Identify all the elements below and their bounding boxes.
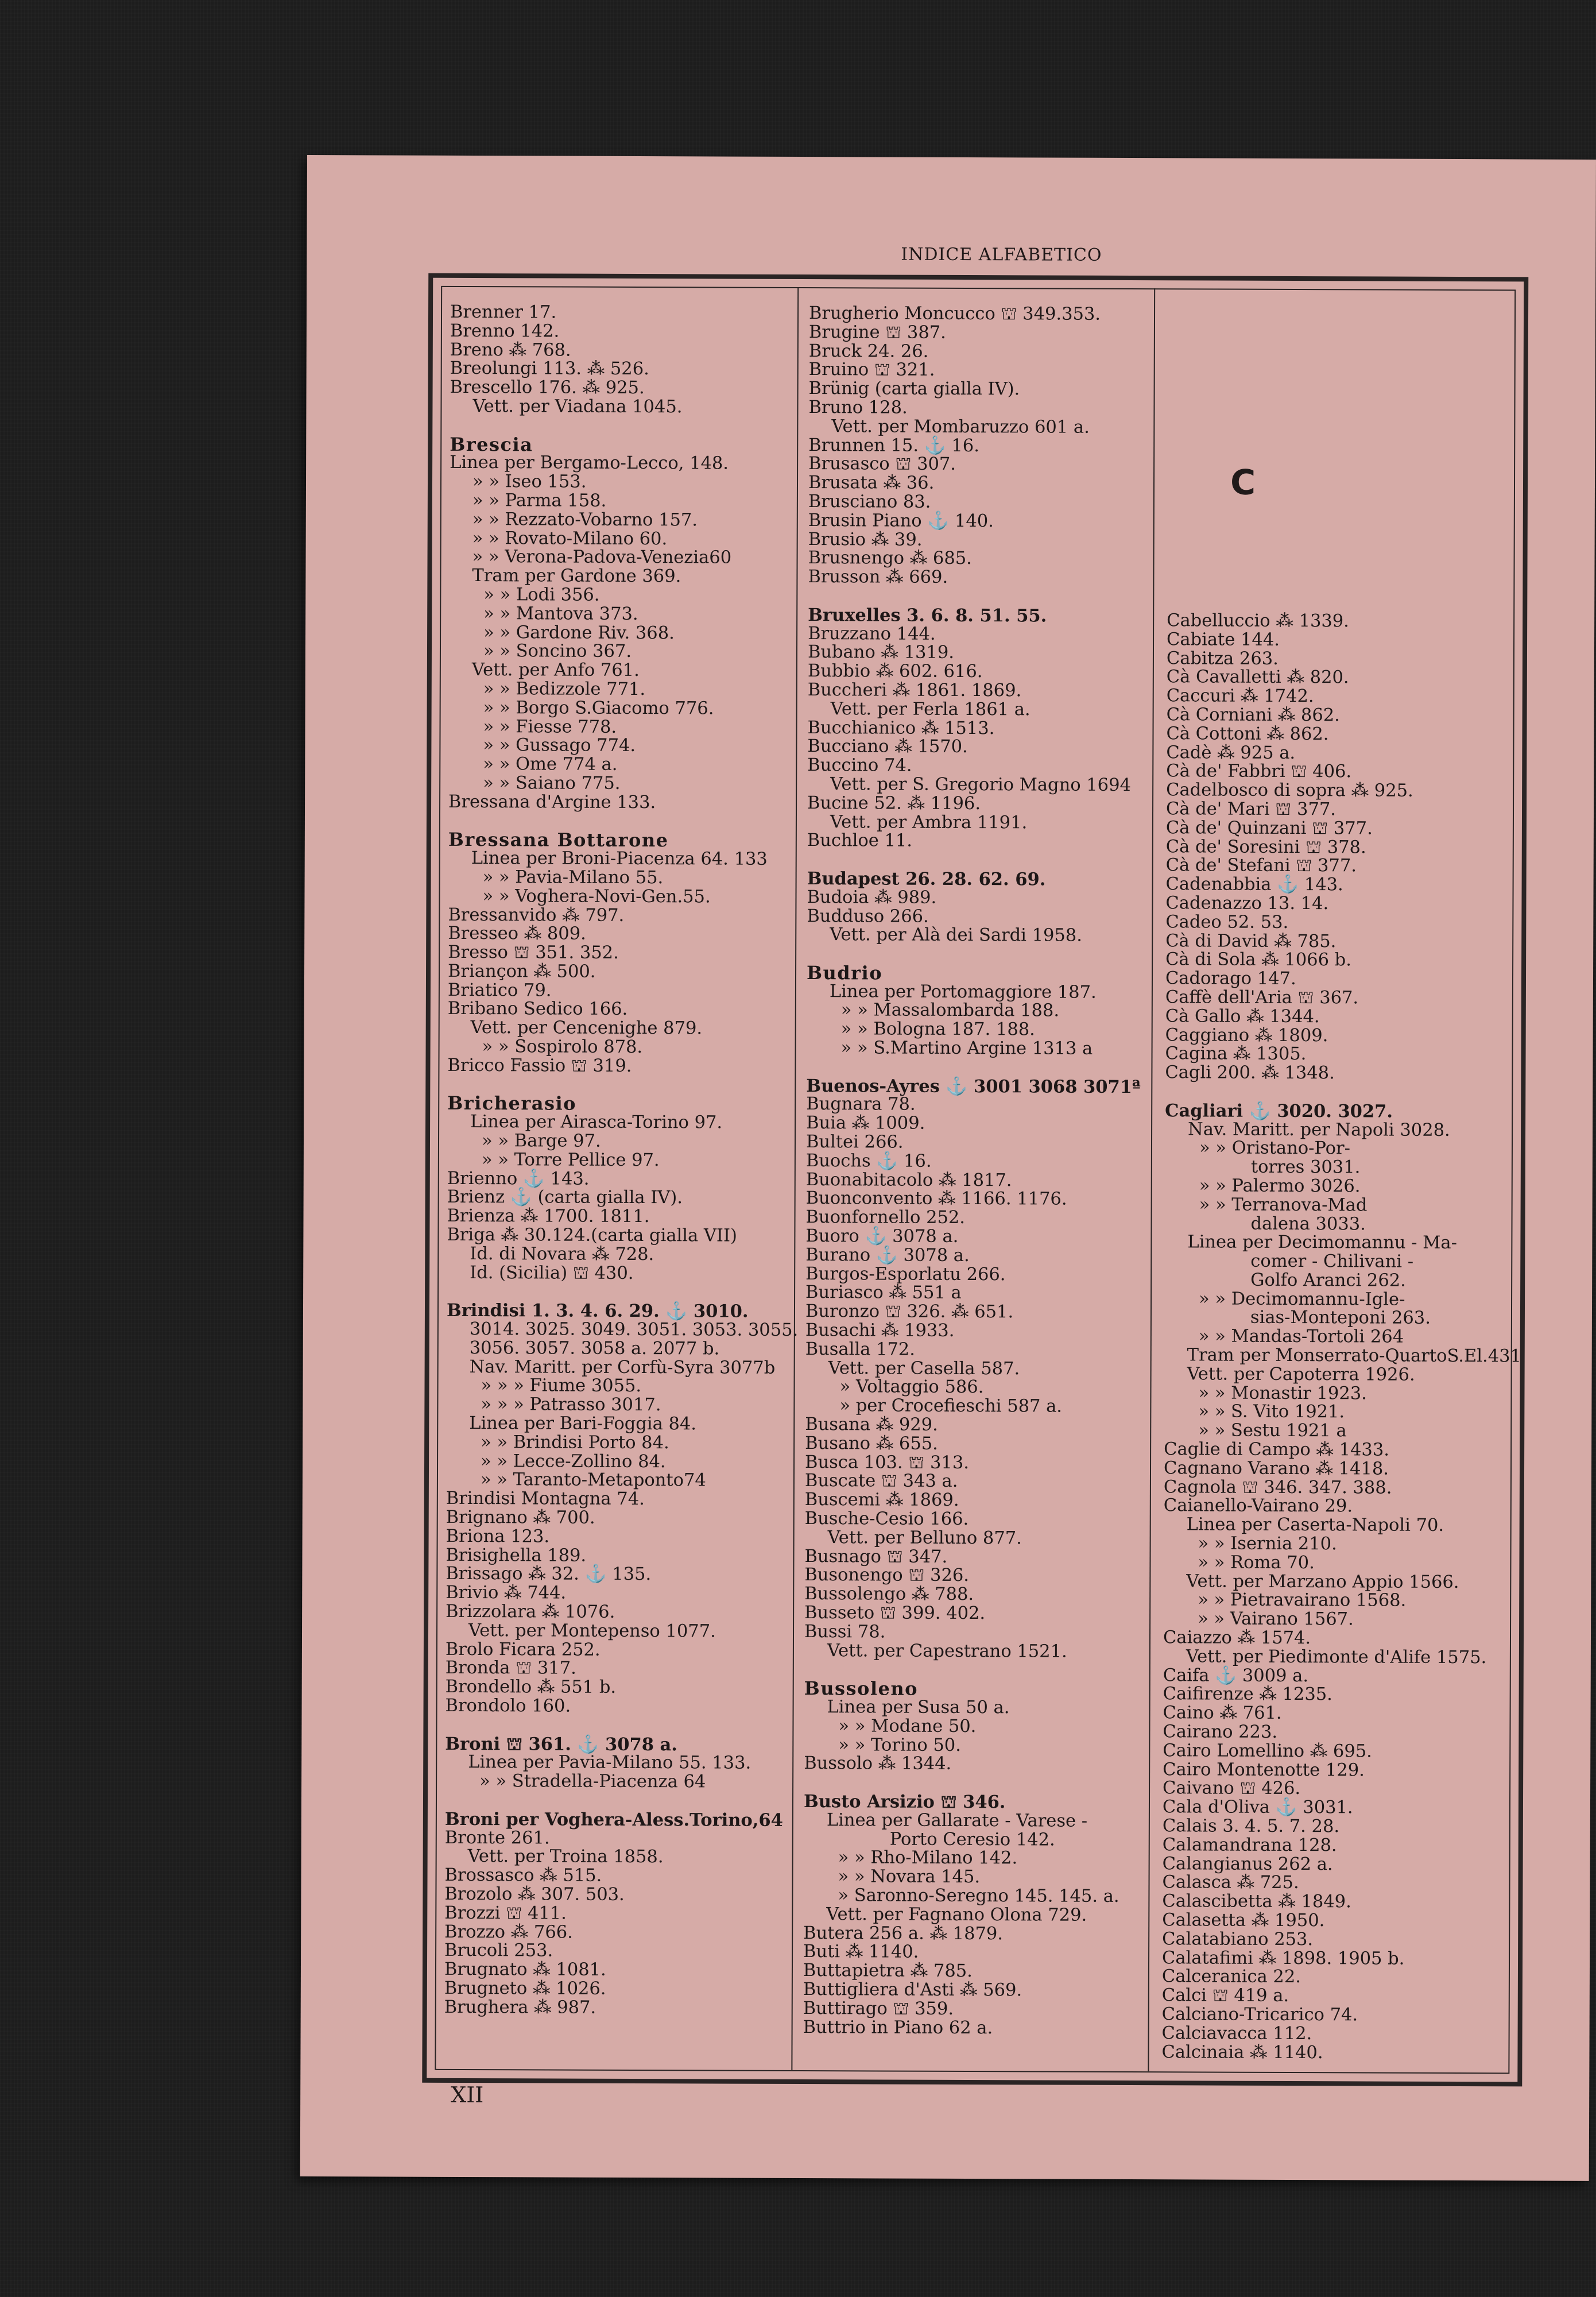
index-entry: » » Stradella-Piacenza 64 <box>479 1771 706 1792</box>
index-entry: Vett. per Cencenighe 879. <box>470 1018 703 1039</box>
index-entry: » » Bologna 187. 188. <box>840 1019 1035 1040</box>
index-entry: Cabitza 263. <box>1166 648 1279 669</box>
index-entry: Bruck 24. 26. <box>808 341 929 362</box>
index-entry: Bussi 78. <box>804 1621 886 1642</box>
index-entry: Buttirago ⛫ 359. <box>803 1998 954 2019</box>
index-entry: Brozzi ⛫ 411. <box>444 1902 567 1924</box>
index-column-2 <box>803 304 1144 2038</box>
spacer <box>445 1716 796 1736</box>
index-entry: Linea per Decimomannu - Ma- <box>1187 1232 1457 1254</box>
index-entry: » » Modane 50. <box>838 1716 977 1737</box>
index-entry: Busalla 172. <box>805 1339 916 1360</box>
index-entry: » » S. Vito 1921. <box>1198 1401 1345 1422</box>
index-entry: » per Croceﬁeschi 587 a. <box>839 1395 1063 1417</box>
index-entry: Cabelluccio ⁂ 1339. <box>1167 610 1349 632</box>
index-entry: Brucoli 253. <box>444 1940 553 1961</box>
index-entry: Vett. per Montepenso 1077. <box>468 1620 716 1642</box>
index-entry: Bultei 266. <box>805 1132 904 1153</box>
index-entry: Bressanvido ⁂ 797. <box>448 904 625 926</box>
index-entry: Brusciano 83. <box>808 492 931 512</box>
index-entry: Bussolengo ⁂ 788. <box>804 1584 974 1605</box>
index-entry: » » Oristano-Por- <box>1199 1138 1351 1159</box>
index-entry: Vett. per Viadana 1045. <box>472 396 683 417</box>
index-heading: Cagliari ⚓ 3020. 3027. <box>1165 1100 1393 1122</box>
index-entry: Caiazzo ⁂ 1574. <box>1163 1627 1311 1649</box>
index-entry: Buia ⁂ 1009. <box>806 1113 925 1134</box>
index-entry: » » Voghera-Novi-Gen.55. <box>482 885 711 907</box>
index-entry: Cà Cavalletti ⁂ 820. <box>1166 667 1349 688</box>
spacer <box>445 1791 796 1811</box>
index-entry: Brienno ⚓ 143. <box>447 1168 590 1189</box>
index-entry: Bucciano ⁂ 1570. <box>807 736 968 757</box>
index-entry: Cadenabbia ⚓ 143. <box>1165 874 1343 895</box>
index-entry: Buochs ⚓ 16. <box>805 1150 932 1171</box>
index-entry: Cà Corniani ⁂ 862. <box>1166 705 1340 726</box>
index-entry: Vett. per Alà dei Sardi 1958. <box>830 925 1082 946</box>
index-entry: Buscemi ⁂ 1869. <box>804 1490 959 1511</box>
index-entry: » » Massalombarda 188. <box>840 1000 1060 1022</box>
index-entry: » Voltaggio 586. <box>839 1376 984 1398</box>
index-entry: Linea per Pavia-Milano 55. 133. <box>468 1752 751 1774</box>
index-entry: comer - Chilivani - <box>1250 1251 1414 1272</box>
index-entry: Caianello-Vairano 29. <box>1163 1495 1353 1517</box>
index-entry: Calais 3. 4. 5. 7. 28. <box>1162 1816 1340 1837</box>
index-entry: Vett. per Belluno 877. <box>827 1527 1022 1549</box>
index-entry: Vett. per Piedimonte d'Alife 1575. <box>1186 1646 1487 1668</box>
index-entry: Brissago ⁂ 32. ⚓ 135. <box>446 1564 652 1585</box>
index-entry: Busca 103. ⛫ 313. <box>804 1452 970 1473</box>
index-heading: Bussoleno <box>804 1677 919 1700</box>
index-heading: Budapest 26. 28. 62. 69. <box>807 868 1046 890</box>
index-entry: torres 3031. <box>1250 1157 1361 1178</box>
index-entry: Linea per Bari-Foggia 84. <box>469 1413 697 1434</box>
index-entry: Brusio ⁂ 39. <box>808 529 923 550</box>
index-entry: Briatico 79. <box>447 980 552 1001</box>
index-entry: Bubbio ⁂ 602. 616. <box>807 661 983 682</box>
index-entry: » » Rezzato-Vobarno 157. <box>472 509 698 531</box>
index-entry: » » Sospirolo 878. <box>482 1037 643 1058</box>
index-entry: Bresso ⛫ 351. 352. <box>448 942 619 963</box>
index-entry: Buttigliera d'Asti ⁂ 569. <box>803 1979 1022 2001</box>
index-entry: Brignano ⁂ 700. <box>446 1507 595 1528</box>
spacer <box>806 1058 1141 1078</box>
index-entry: » » Palermo 3026. <box>1199 1175 1361 1197</box>
index-entry: Vett. per Fagnano Olona 729. <box>826 1904 1087 1925</box>
index-entry: » » Lodi 356. <box>483 585 600 605</box>
index-entry: Brenner 17. <box>450 301 557 323</box>
index-entry: Tram per Monserrato-QuartoS.El.431 <box>1187 1345 1522 1367</box>
index-entry: Cadorago 147. <box>1165 968 1296 989</box>
index-entry: Brienz ⚓ (carta gialla IV). <box>447 1187 683 1208</box>
index-entry: Budoia ⁂ 989. <box>807 887 937 908</box>
index-entry: Calasetta ⁂ 1950. <box>1162 1910 1325 1931</box>
index-entry: Buttrio in Piano 62 a. <box>803 2017 993 2038</box>
index-entry: Butera 256 a. ⁂ 1879. <box>803 1923 1004 1944</box>
index-entry: Vett. per Capestrano 1521. <box>827 1640 1067 1662</box>
index-entry: Cagnano Varano ⁂ 1418. <box>1163 1458 1389 1479</box>
index-entry: Linea per Bergamo-Lecco, 148. <box>450 453 729 474</box>
index-entry: » » Fiesse 778. <box>483 716 617 737</box>
index-entry: » » Gardone Riv. 368. <box>483 622 675 643</box>
index-entry: Golfo Aranci 262. <box>1250 1270 1406 1291</box>
index-entry: Burano ⚓ 3078 a. <box>805 1244 970 1266</box>
index-entry: Cadenazzo 13. 14. <box>1165 893 1329 914</box>
spacer <box>807 850 1142 871</box>
index-heading: Bressana Bottarone <box>448 829 669 852</box>
index-entry: Brusata ⁂ 36. <box>808 473 935 493</box>
index-entry: Porto Ceresio 142. <box>889 1829 1055 1850</box>
index-entry: Bruno 128. <box>808 397 908 418</box>
index-entry: Vett. per Casella 587. <box>828 1358 1020 1379</box>
index-entry: » » Gussago 774. <box>483 735 636 756</box>
index-entry: Brünig (carta gialla IV). <box>808 378 1020 400</box>
index-entry: Caivano ⛫ 426. <box>1163 1778 1301 1799</box>
index-entry: Nav. Maritt. per Corfù-Syra 3077b <box>469 1356 776 1378</box>
index-entry: dalena 3033. <box>1250 1213 1366 1234</box>
index-entry: Brondolo 160. <box>445 1695 571 1716</box>
index-entry: Cà de' Mari ⛫ 377. <box>1165 799 1337 820</box>
index-entry: Bucine 52. ⁂ 1196. <box>807 792 981 814</box>
index-entry: » » Taranto-Metaponto74 <box>480 1470 706 1491</box>
index-entry: Cadeo 52. 53. <box>1165 911 1289 933</box>
index-entry: Buti ⁂ 1140. <box>803 1942 919 1963</box>
index-entry: Buccheri ⁂ 1861. 1869. <box>807 679 1022 701</box>
index-entry: » » Novara 145. <box>838 1866 981 1888</box>
index-entry: » » Lecce-Zollino 84. <box>481 1451 666 1472</box>
index-entry: Cà de' Stefani ⛫ 377. <box>1165 855 1357 876</box>
index-entry: » » » Fiume 3055. <box>481 1375 642 1397</box>
index-entry: Calascibetta ⁂ 1849. <box>1162 1891 1351 1912</box>
index-entry: Busano ⁂ 655. <box>805 1433 938 1454</box>
index-entry: Calasca ⁂ 725. <box>1162 1872 1299 1893</box>
index-entry: Cà Gallo ⁂ 1344. <box>1165 1006 1320 1027</box>
index-entry: Briona 123. <box>446 1526 550 1547</box>
index-entry: Cà di David ⁂ 785. <box>1165 930 1337 952</box>
index-entry: Vett. per Marzano Appio 1566. <box>1186 1571 1459 1592</box>
index-entry: Brescello 176. ⁂ 925. <box>450 377 645 399</box>
index-entry: Calamandrana 128. <box>1162 1835 1337 1856</box>
index-entry: » » Mandas-Tortoli 264 <box>1198 1326 1404 1347</box>
index-heading: Buenos-Ayres ⚓ 3001 3068 3071ª <box>806 1075 1141 1097</box>
index-entry: Calceranica 22. <box>1161 1966 1301 1987</box>
index-entry: » » Brindisi Porto 84. <box>481 1432 669 1453</box>
index-entry: » » » Patrasso 3017. <box>481 1394 661 1416</box>
index-entry: Cairano 223. <box>1163 1722 1278 1742</box>
index-entry: » » Rovato-Milano 60. <box>472 528 668 549</box>
index-entry: Vett. per Anfo 761. <box>471 660 640 681</box>
index-entry: Calciavacca 112. <box>1161 2023 1312 2044</box>
index-entry: » » Pavia-Milano 55. <box>482 867 664 888</box>
index-entry: Busseto ⛫ 399. 402. <box>804 1603 986 1624</box>
index-entry: Brondello ⁂ 551 b. <box>445 1677 617 1698</box>
index-entry: Vett. per Troina 1858. <box>467 1846 664 1867</box>
index-entry: Linea per Airasca-Torino 97. <box>470 1112 723 1133</box>
index-heading: Brindisi 1. 3. 4. 6. 29. ⚓ 3010. <box>446 1300 749 1322</box>
index-entry: Bruzzano 144. <box>808 623 936 644</box>
index-entry: » » Torino 50. <box>838 1734 961 1755</box>
index-entry: Caino ⁂ 761. <box>1163 1703 1282 1724</box>
index-entry: Cadè ⁂ 925 a. <box>1166 742 1296 763</box>
index-entry: Brusasco ⛫ 307. <box>808 454 956 475</box>
index-entry: Brusson ⁂ 669. <box>808 567 948 588</box>
index-entry: Bressana d'Argine 133. <box>448 791 656 813</box>
index-heading: Bricherasio <box>447 1092 577 1115</box>
index-entry: Id. di Novara ⁂ 728. <box>470 1243 654 1264</box>
index-entry: Breno ⁂ 768. <box>450 339 571 361</box>
spacer <box>447 1282 798 1302</box>
index-entry: Busana ⁂ 929. <box>805 1414 938 1435</box>
index-entry: » » Iseo 153. <box>472 471 587 492</box>
index-entry: Caifa ⚓ 3009 a. <box>1163 1665 1309 1686</box>
index-entry: » » Sestu 1921 a <box>1198 1420 1347 1441</box>
index-entry: Cà di Sola ⁂ 1066 b. <box>1165 949 1351 970</box>
index-heading: Busto Arsizio ⛫ 346. <box>803 1791 1006 1813</box>
index-entry: Linea per Broni-Piacenza 64. 133 <box>471 848 768 869</box>
index-entry: Buttapietra ⁂ 785. <box>803 1960 973 1982</box>
index-entry: Brivio ⁂ 744. <box>446 1583 567 1603</box>
index-entry: » Saronno-Seregno 145. 145. a. <box>838 1885 1119 1907</box>
index-entry: » » Terranova-Mad <box>1199 1194 1368 1216</box>
spacer <box>804 1773 1138 1793</box>
index-column-1 <box>444 303 802 2018</box>
index-entry: Cairo Lomellino ⁂ 695. <box>1163 1741 1372 1762</box>
index-entry: Brolo Ficara 252. <box>445 1639 601 1660</box>
index-entry: » » Torre Pellice 97. <box>481 1149 660 1171</box>
index-entry: Brozolo ⁂ 307. 503. <box>444 1884 625 1905</box>
index-entry: Brusin Piano ⚓ 140. <box>808 510 994 531</box>
index-entry: Vett. per S. Gregorio Magno 1694 <box>830 774 1132 795</box>
index-entry: Caifirenze ⁂ 1235. <box>1163 1684 1332 1705</box>
index-entry: Brugneto ⁂ 1026. <box>444 1978 606 1999</box>
index-entry: Cairo Montenotte 129. <box>1163 1759 1365 1781</box>
spacer <box>808 587 1142 607</box>
index-entry: » » Verona-Padova-Venezia60 <box>472 547 732 568</box>
index-entry: Buonfornello 252. <box>805 1207 966 1228</box>
index-heading: Brescia <box>450 433 533 455</box>
index-entry: Bribano Sedico 166. <box>447 999 628 1020</box>
index-entry: Brenno 142. <box>450 320 560 342</box>
index-entry: Brisighella 189. <box>446 1545 587 1566</box>
index-entry: Cala d'Oliva ⚓ 3031. <box>1162 1797 1353 1818</box>
index-entry: » » Borgo S.Giacomo 776. <box>483 697 714 719</box>
index-entry: » » Soncino 367. <box>483 641 632 662</box>
index-entry: Bubano ⁂ 1319. <box>807 642 955 663</box>
index-entry: Buccino 74. <box>807 755 912 776</box>
index-entry: Brunnen 15. ⚓ 16. <box>808 435 980 456</box>
index-entry: Vett. per Ambra 1191. <box>830 811 1028 833</box>
page-number: XII <box>451 2082 484 2108</box>
index-entry: Buoro ⚓ 3078 a. <box>805 1226 959 1247</box>
index-entry: Caglie di Campo ⁂ 1433. <box>1164 1439 1390 1460</box>
index-entry: Buronzo ⛫ 326. ⁂ 651. <box>805 1301 1014 1322</box>
index-heading: Budrio <box>806 961 883 984</box>
section-letter: C <box>1230 462 1256 503</box>
index-entry: Cà Cottoni ⁂ 862. <box>1166 724 1329 744</box>
index-entry: » » Saiano 775. <box>483 772 621 794</box>
index-entry: Linea per Caserta-Napoli 70. <box>1186 1514 1444 1536</box>
index-entry: Brusnengo ⁂ 685. <box>808 548 972 569</box>
index-entry: Calcinaia ⁂ 1140. <box>1161 2041 1323 2063</box>
index-entry: Brugine ⛫ 387. <box>808 322 946 343</box>
index-entry: Calciano-Tricarico 74. <box>1161 2004 1358 2025</box>
index-entry: Buchloe 11. <box>807 830 913 851</box>
index-entry: Buriasco ⁂ 551 a <box>805 1282 962 1304</box>
index-entry: Cagli 200. ⁂ 1348. <box>1165 1062 1335 1084</box>
index-entry: » » Monastir 1923. <box>1198 1383 1367 1404</box>
index-heading: Bruxelles 3. 6. 8. 51. 55. <box>808 604 1047 627</box>
index-entry: 3056. 3057. 3058 a. 2077 b. <box>469 1337 720 1359</box>
book-page <box>300 155 1596 2181</box>
index-entry: Cà de' Fabbri ⛫ 406. <box>1166 761 1352 782</box>
index-entry: Brugherio Moncucco ⛫ 349.353. <box>808 303 1101 324</box>
index-entry: Bricco Fassio ⛫ 319. <box>447 1055 632 1076</box>
index-entry: Bugnara 78. <box>806 1094 916 1115</box>
index-entry: Vett. per Ferla 1861 a. <box>830 698 1031 720</box>
index-entry: Buscate ⛫ 343 a. <box>804 1471 958 1492</box>
index-entry: Linea per Portomaggiore 187. <box>829 981 1097 1003</box>
index-entry: Brizzolara ⁂ 1076. <box>446 1601 615 1622</box>
index-entry: Burgos-Esporlatu 266. <box>805 1263 1006 1285</box>
index-entry: » » S.Martino Argine 1313 a <box>840 1038 1093 1059</box>
index-entry: Caccuri ⁂ 1742. <box>1166 686 1314 707</box>
index-entry: Cagnola ⛫ 346. 347. 388. <box>1163 1476 1392 1498</box>
index-entry: Cà de' Quinzani ⛫ 377. <box>1165 817 1373 839</box>
index-entry: Brienza ⁂ 1700. 1811. <box>447 1206 650 1227</box>
index-entry: Vett. per Mombaruzzo 601 a. <box>831 416 1090 438</box>
index-entry: » » Decimomannu-Igle- <box>1198 1289 1405 1310</box>
index-entry: Cagina ⁂ 1305. <box>1165 1043 1307 1065</box>
index-entry: » » Vairano 1567. <box>1198 1608 1354 1630</box>
index-entry: Buonabitacolo ⁂ 1817. <box>805 1169 1012 1190</box>
index-entry: Briga ⁂ 30.124.(carta gialla VII) <box>447 1224 738 1246</box>
index-entry: Busonengo ⛫ 326. <box>804 1565 970 1586</box>
index-entry: Brozzo ⁂ 766. <box>444 1921 573 1943</box>
index-heading: Broni ⛫ 361. ⚓ 3078 a. <box>445 1733 678 1755</box>
index-entry: Calangianus 262 a. <box>1162 1853 1333 1874</box>
index-entry: Bruino ⛫ 321. <box>808 359 935 381</box>
index-entry: Cabiate 144. <box>1167 629 1280 650</box>
index-entry: Brindisi Montagna 74. <box>446 1488 645 1510</box>
index-entry: Buonconvento ⁂ 1166. 1176. <box>805 1188 1067 1210</box>
spacer <box>1165 1082 1522 1103</box>
index-entry: Busnago ⛫ 347. <box>804 1546 948 1567</box>
index-entry: » » Rho-Milano 142. <box>838 1847 1018 1869</box>
index-entry: Brossasco ⁂ 515. <box>444 1865 602 1886</box>
index-entry: Bussolo ⁂ 1344. <box>804 1753 952 1774</box>
index-entry: Tram per Gardone 369. <box>472 566 681 587</box>
index-entry: Breolungi 113. ⁂ 526. <box>450 358 649 380</box>
index-entry: Briançon ⁂ 500. <box>447 961 596 982</box>
index-entry: Id. (Sicilia) ⛫ 430. <box>470 1262 634 1283</box>
index-column-3 <box>1161 612 1524 2063</box>
index-entry: » » Barge 97. <box>481 1131 601 1151</box>
page-header: INDICE ALFABETICO <box>901 244 1102 265</box>
index-entry: Linea per Susa 50 a. <box>827 1697 1010 1718</box>
index-entry: Caffè dell'Aria ⛫ 367. <box>1165 987 1359 1008</box>
index-entry: Calci ⛫ 419 a. <box>1161 1985 1289 2006</box>
index-entry: » » Mantova 373. <box>483 603 638 624</box>
index-entry: Nav. Maritt. per Napoli 3028. <box>1188 1119 1450 1140</box>
index-entry: Calatabiano 253. <box>1162 1928 1314 1950</box>
index-entry: Vett. per Capoterra 1926. <box>1187 1364 1415 1385</box>
index-entry: Brughera ⁂ 987. <box>444 1997 596 2018</box>
index-entry: Busche-Cesio 166. <box>804 1509 969 1530</box>
index-entry: Bresseo ⁂ 809. <box>448 923 586 945</box>
index-entry: sias-Monteponi 263. <box>1250 1308 1431 1329</box>
index-entry: » » Parma 158. <box>472 490 607 511</box>
index-entry: » » Roma 70. <box>1198 1552 1315 1573</box>
index-entry: Cadelbosco di sopra ⁂ 925. <box>1166 780 1413 801</box>
index-entry: Calatafimi ⁂ 1898. 1905 b. <box>1161 1947 1405 1969</box>
index-entry: Bucchianico ⁂ 1513. <box>807 717 995 738</box>
index-entry: » » Bedizzole 771. <box>483 679 646 699</box>
index-entry: Bronte 261. <box>444 1827 550 1849</box>
index-heading: Broni per Voghera-Aless.Torino,64 <box>444 1808 783 1831</box>
index-entry: Linea per Gallarate - Varese - <box>826 1809 1088 1831</box>
index-entry: Caggiano ⁂ 1809. <box>1165 1024 1328 1046</box>
index-entry: » » Ome 774 a. <box>483 754 618 775</box>
index-entry: Budduso 266. <box>807 906 929 927</box>
index-entry: 3014. 3025. 3049. 3051. 3053. 3055. <box>469 1319 799 1341</box>
index-entry: » » Isernia 210. <box>1198 1533 1337 1554</box>
index-entry: Busachi ⁂ 1933. <box>805 1320 955 1341</box>
index-entry: » » Pietravairano 1568. <box>1198 1590 1407 1611</box>
index-entry: Brugnato ⁂ 1081. <box>444 1959 606 1980</box>
index-entry: Bronda ⛫ 317. <box>445 1658 576 1679</box>
index-entry: Cà de' Soresini ⛫ 378. <box>1165 836 1366 858</box>
